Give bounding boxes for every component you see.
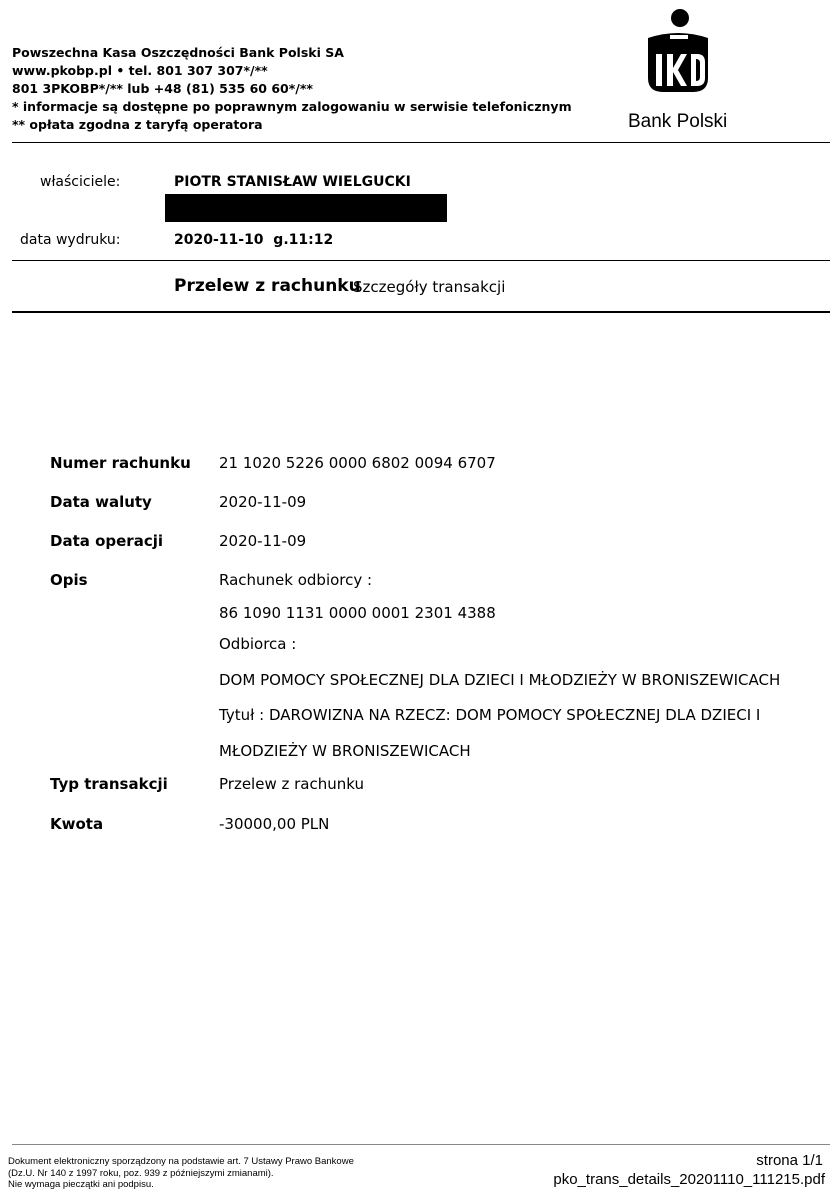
pko-piggybank-logo-icon: [645, 8, 711, 94]
contact-line: www.pkobp.pl • tel. 801 307 307*/**: [12, 63, 268, 78]
footer-divider: [12, 1144, 830, 1145]
footer-legal-line: (Dz.U. Nr 140 z 1997 roku, poz. 939 z późniejszymi zmianami).: [8, 1167, 274, 1179]
transaction-type-label: Typ transakcji: [50, 775, 168, 793]
bank-contact-info: [12, 44, 572, 134]
bank-name: Powszechna Kasa Oszczędności Bank Polski SA: [12, 45, 344, 60]
owner-label: właściciele:: [40, 174, 121, 190]
amount-label: Kwota: [50, 815, 104, 833]
info-note-2: ** opłata zgodna z taryfą operatora: [12, 117, 263, 132]
transaction-type-value: Przelew z rachunku: [219, 775, 364, 793]
info-note-1: * informacje są dostępne po poprawnym zalogowaniu w serwisie telefonicznym: [12, 99, 572, 114]
print-date-value: 2020-11-10 g.11:12: [174, 232, 334, 248]
header-divider: [12, 142, 830, 143]
operation-date-value: 2020-11-09: [219, 532, 307, 550]
description-line: Rachunek odbiorcy :: [219, 571, 373, 589]
file-name: pko_trans_details_20201110_111215.pdf: [553, 1171, 825, 1188]
page-number: strona 1/1: [756, 1152, 823, 1169]
value-date-value: 2020-11-09: [219, 493, 307, 511]
contact-line-2: 801 3PKOBP*/** lub +48 (81) 535 60 60*/**: [12, 81, 313, 96]
description-line: 86 1090 1131 0000 0001 2301 4388: [219, 604, 496, 622]
account-number-value: 21 1020 5226 0000 6802 0094 6707: [219, 454, 496, 472]
amount-value: -30000,00 PLN: [219, 815, 330, 833]
description-line: Odbiorca :: [219, 635, 297, 653]
logo-text: Bank Polski: [628, 111, 728, 132]
value-date-label: Data waluty: [50, 493, 152, 511]
description-line: Tytuł : DAROWIZNA NA RZECZ: DOM POMOCY SPOŁECZNEJ DLA DZIECI I: [219, 706, 761, 724]
print-date-label: data wydruku:: [20, 232, 121, 248]
description-line: DOM POMOCY SPOŁECZNEJ DLA DZIECI I MŁODZIEŻY W BRONISZEWICACH: [219, 671, 781, 689]
owner-name: PIOTR STANISŁAW WIELGUCKI: [174, 174, 411, 190]
footer-legal-line: Nie wymaga pieczątki ani podpisu.: [8, 1179, 154, 1190]
info-divider: [12, 260, 830, 261]
title-divider: [12, 311, 830, 313]
page-subtitle: Szczegóły transakcji: [353, 278, 506, 296]
footer-legal-note: [8, 1156, 354, 1191]
account-number-label: Numer rachunku: [50, 454, 191, 472]
redaction-bar: [165, 194, 447, 222]
operation-date-label: Data operacji: [50, 532, 163, 550]
page-title: Przelew z rachunku: [174, 276, 361, 296]
description-label: Opis: [50, 571, 88, 589]
footer-legal-line: Dokument elektroniczny sporządzony na podstawie art. 7 Ustawy Prawo Bankowe: [8, 1156, 354, 1167]
description-line: MŁODZIEŻY W BRONISZEWICACH: [219, 742, 471, 760]
